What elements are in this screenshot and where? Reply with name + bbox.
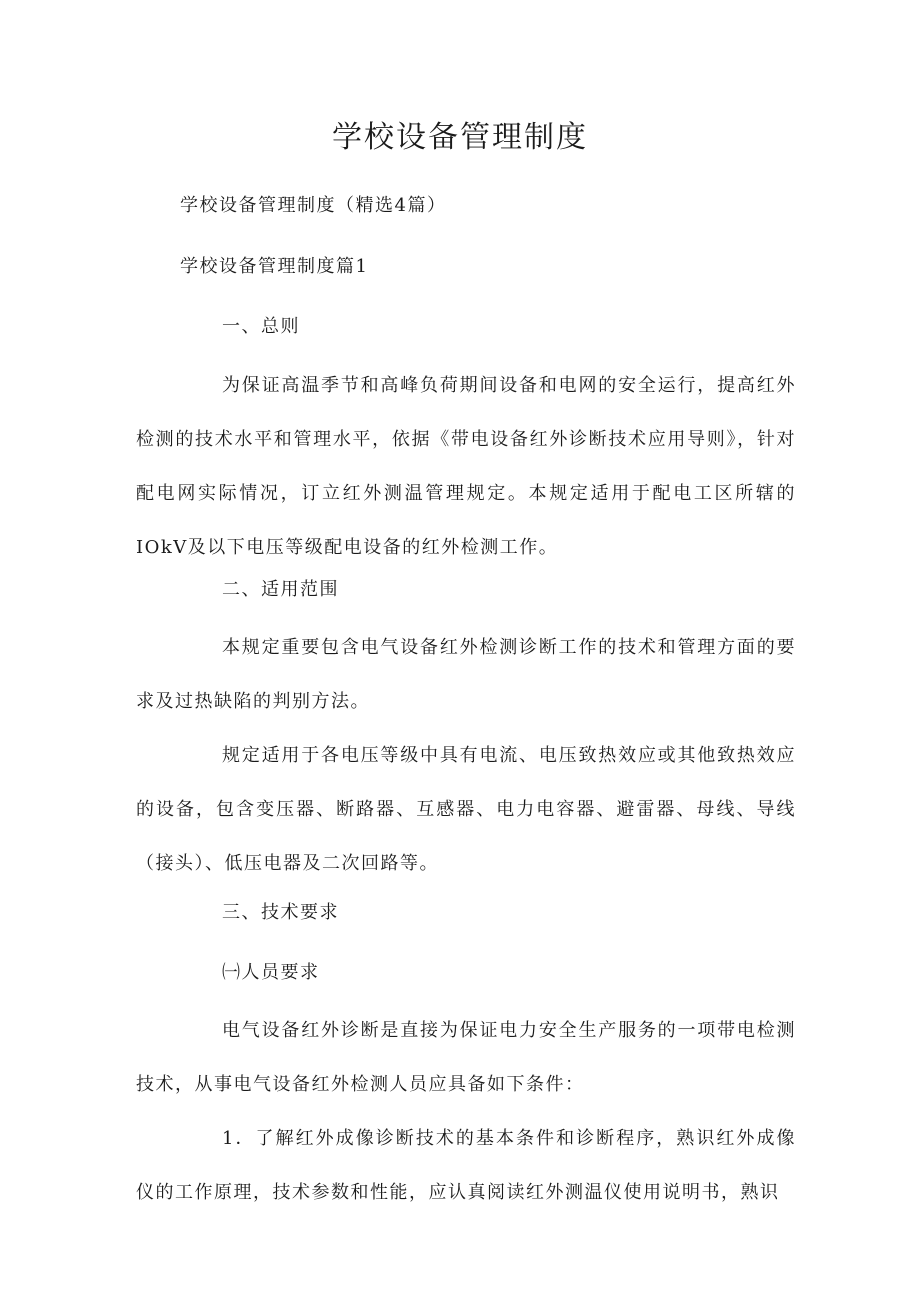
paragraph-purpose: 为保证高温季节和高峰负荷期间设备和电网的安全运行，提高红外检测的技术水平和管理水平，依据《带电设备红外诊断技术应用导则》，针对配电网实际情况，订立红外测温管理规定。本规定适用于配电工区所辖的IOkV及以下电压等级配电设备的红外检测工作。 xyxy=(136,375,796,558)
paragraph-scope-content: 本规定重要包含电气设备红外检测诊断工作的技术和管理方面的要求及过热缺陷的判别方法。 xyxy=(136,637,796,712)
section-title: 学校设备管理制度篇1 xyxy=(180,256,369,277)
subheading-personnel-requirements: ㈠人员要求 xyxy=(222,962,320,983)
document-subtitle: 学校设备管理制度（精选4篇） xyxy=(180,195,447,216)
heading-general-principles: 一、总则 xyxy=(222,316,300,337)
heading-scope: 二、适用范围 xyxy=(222,579,339,600)
paragraph-item-1: 1．了解红外成像诊断技术的基本条件和诊断程序，熟识红外成像仪的工作原理，技术参数和性能，应认真阅读红外测温仪使用说明书，熟识 xyxy=(136,1128,796,1203)
paragraph-personnel: 电气设备红外诊断是直接为保证电力安全生产服务的一项带电检测技术，从事电气设备红外检测人员应具备如下条件： xyxy=(136,1020,796,1095)
document-title: 学校设备管理制度 xyxy=(332,120,588,155)
paragraph-scope-equipment: 规定适用于各电压等级中具有电流、电压致热效应或其他致热效应的设备，包含变压器、断路器、互感器、电力电容器、避雷器、母线、导线（接头）、低压电器及二次回路等。 xyxy=(136,745,796,874)
heading-technical-requirements: 三、技术要求 xyxy=(222,902,339,923)
